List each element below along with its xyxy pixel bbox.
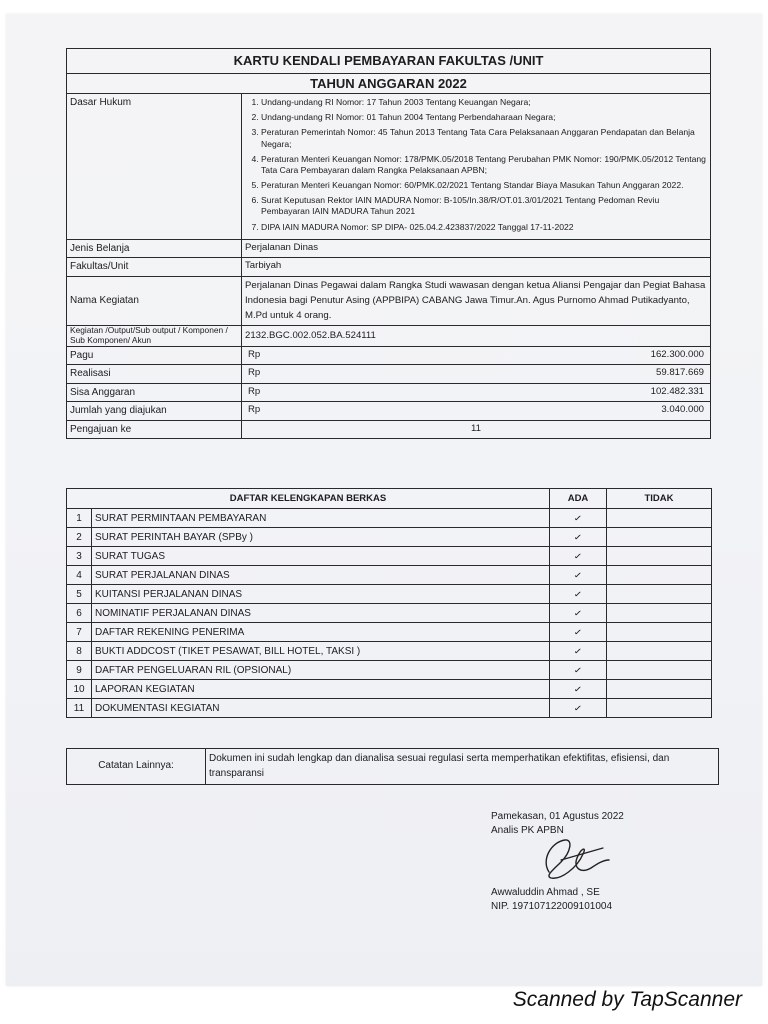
notes-text: Dokumen ini sudah lengkap dan dianalisa sesuai regulasi serta memperhatikan efektifitas, efisiensi, dan transparansi: [206, 749, 719, 785]
sisa-anggaran-value: 102.482.331: [306, 383, 711, 402]
notes-label: Catatan Lainnya:: [67, 749, 206, 785]
checklist-row: [67, 699, 712, 718]
checklist-item-name: KUITANSI PERJALANAN DINAS: [92, 585, 550, 604]
check-mark-cell: [550, 623, 607, 642]
checklist-number: 9: [67, 661, 92, 680]
card-subtitle: TAHUN ANGGARAN 2022: [67, 73, 711, 94]
currency: Rp: [242, 346, 307, 365]
check-mark-cell: [550, 661, 607, 680]
check-mark-icon: ✓: [573, 570, 583, 580]
checklist-number: 11: [67, 699, 92, 718]
check-mark-cell: [550, 585, 607, 604]
checklist-item-name: NOMINATIF PERJALANAN DINAS: [92, 604, 550, 623]
legal-basis-item: 2. Undang-undang RI Nomor: 01 Tahun 2004 Tentang Perbendaharaan Negara;: [261, 112, 707, 123]
check-mark-icon: ✓: [573, 513, 583, 523]
nama-kegiatan-value: Perjalanan Dinas Pegawai dalam Rangka Studi wawasan dengan ketua Aliansi Pengajar dan Pegiat Bahasa Indonesia bagi Penutur Asing (APPBIPA) CABANG Jawa Timur.An. Agus Purnomo Ahmad Putikadyanto, M.Pd untuk 4 orang.: [242, 276, 711, 326]
checklist-row: [67, 566, 712, 585]
tidak-cell: [607, 623, 712, 642]
checklist-item-name: SURAT PERMINTAAN PEMBAYARAN: [92, 509, 550, 528]
signer-nip: NIP. 197107122009101004: [491, 901, 613, 912]
check-mark-icon: ✓: [573, 608, 583, 618]
tidak-cell: [607, 528, 712, 547]
tidak-cell: [607, 642, 712, 661]
tidak-cell: [607, 699, 712, 718]
col-tidak-header: TIDAK: [607, 489, 712, 509]
signer-name: Awwaluddin Ahmad , SE: [491, 887, 600, 898]
check-mark-icon: ✓: [573, 551, 583, 561]
nama-kegiatan-label: Nama Kegiatan: [67, 276, 242, 326]
checklist-item-name: LAPORAN KEGIATAN: [92, 680, 550, 699]
check-mark-icon: ✓: [573, 646, 583, 656]
checklist-row: [67, 680, 712, 699]
tidak-cell: [607, 604, 712, 623]
scanner-watermark: Scanned by TapScanner: [512, 988, 742, 1011]
checklist-row: [67, 547, 712, 566]
check-mark-icon: ✓: [573, 665, 583, 675]
document-checklist: [66, 488, 712, 718]
amount-row: [67, 383, 711, 402]
checklist-number: 6: [67, 604, 92, 623]
tidak-cell: [607, 509, 712, 528]
checklist-number: 7: [67, 623, 92, 642]
checklist-row: [67, 604, 712, 623]
fakultas-label: Fakultas/Unit: [67, 258, 242, 277]
signer-role: Analis PK APBN: [491, 825, 564, 836]
pagu-label: Pagu: [67, 346, 242, 365]
legal-basis-item: 3. Peraturan Pemerintah Nomor: 45 Tahun 2013 Tentang Tata Cara Pelaksanaan Anggaran Pendapatan dan Belanja Negara;: [261, 127, 707, 149]
checklist-item-name: BUKTI ADDCOST (TIKET PESAWAT, BILL HOTEL, TAKSI ): [92, 642, 550, 661]
amount-row: [67, 402, 711, 421]
currency: Rp: [242, 402, 307, 421]
check-mark-cell: [550, 642, 607, 661]
checklist-item-name: DOKUMENTASI KEGIATAN: [92, 699, 550, 718]
check-mark-icon: ✓: [573, 589, 583, 599]
amount-row: [67, 365, 711, 384]
legal-basis-item: 4. Peraturan Menteri Keuangan Nomor: 178/PMK.05/2018 Tentang Perubahan PMK Nomor: 190/PMK.05/2012 Tentang Tata Cara Pembayaran dalam Rangka Pelaksanaan APBN;: [261, 154, 707, 176]
checklist-number: 4: [67, 566, 92, 585]
check-mark-cell: [550, 566, 607, 585]
pengajuan-label: Pengajuan ke: [67, 420, 242, 439]
kode-akun-value: 2132.BGC.002.052.BA.524111: [242, 326, 711, 346]
check-mark-cell: [550, 528, 607, 547]
checklist-item-name: DAFTAR REKENING PENERIMA: [92, 623, 550, 642]
jumlah-diajukan-label: Jumlah yang diajukan: [67, 402, 242, 421]
amount-row: [67, 346, 711, 365]
checklist-row: [67, 661, 712, 680]
col-ada-header: ADA: [550, 489, 607, 509]
dasar-hukum-label: Dasar Hukum: [67, 94, 242, 240]
checklist-item-name: SURAT PERJALANAN DINAS: [92, 566, 550, 585]
jenis-belanja-value: Perjalanan Dinas: [242, 239, 711, 258]
realisasi-value: 59.817.669: [306, 365, 711, 384]
checklist-row: [67, 585, 712, 604]
tidak-cell: [607, 566, 712, 585]
check-mark-cell: [550, 547, 607, 566]
check-mark-icon: ✓: [573, 532, 583, 542]
check-mark-icon: ✓: [573, 703, 583, 713]
checklist-number: 3: [67, 547, 92, 566]
checklist-number: 1: [67, 509, 92, 528]
checklist-row: [67, 509, 712, 528]
checklist-row: [67, 623, 712, 642]
tidak-cell: [607, 661, 712, 680]
legal-basis-item: 6. Surat Keputusan Rektor IAIN MADURA Nomor: B-105/In.38/R/OT.01.3/01/2021 Tentang Pedoman Reviu Pembayaran IAIN MADURA Tahun 2021: [261, 195, 707, 217]
checklist-number: 10: [67, 680, 92, 699]
currency: Rp: [242, 383, 307, 402]
check-mark-cell: [550, 509, 607, 528]
checklist-item-name: DAFTAR PENGELUARAN RIL (OPSIONAL): [92, 661, 550, 680]
payment-control-card: [66, 48, 711, 439]
checklist-number: 8: [67, 642, 92, 661]
currency: Rp: [242, 365, 307, 384]
checklist-number: 2: [67, 528, 92, 547]
dasar-hukum-list: [242, 94, 711, 240]
check-mark-icon: ✓: [573, 627, 583, 637]
check-mark-cell: [550, 604, 607, 623]
legal-basis-item: 5. Peraturan Menteri Keuangan Nomor: 60/PMK.02/2021 Tentang Standar Biaya Masukan Tahun Anggaran 2022.: [261, 180, 707, 191]
fakultas-value: Tarbiyah: [242, 258, 711, 277]
check-mark-cell: [550, 680, 607, 699]
place-date: Pamekasan, 01 Agustus 2022: [491, 811, 624, 822]
legal-basis-item: 1. Undang-undang RI Nomor: 17 Tahun 2003 Tentang Keuangan Negara;: [261, 97, 707, 108]
jumlah-diajukan-value: 3.040.000: [306, 402, 711, 421]
jenis-belanja-label: Jenis Belanja: [67, 239, 242, 258]
legal-basis-list: [245, 97, 707, 233]
checklist-item-name: SURAT PERINTAH BAYAR (SPBy ): [92, 528, 550, 547]
tidak-cell: [607, 547, 712, 566]
signature-block: [491, 810, 691, 914]
card-title: KARTU KENDALI PEMBAYARAN FAKULTAS /UNIT: [67, 49, 711, 74]
checklist-number: 5: [67, 585, 92, 604]
realisasi-label: Realisasi: [67, 365, 242, 384]
check-mark-icon: ✓: [573, 684, 583, 694]
checklist-row: [67, 528, 712, 547]
pengajuan-value: 11: [242, 420, 711, 439]
handwritten-signature: [531, 830, 641, 890]
legal-basis-item: 7. DIPA IAIN MADURA Nomor: SP DIPA- 025.04.2.423837/2022 Tanggal 17-11-2022: [261, 222, 707, 233]
checklist-row: [67, 642, 712, 661]
checklist-title: DAFTAR KELENGKAPAN BERKAS: [67, 489, 550, 509]
check-mark-cell: [550, 699, 607, 718]
signature-area: [491, 838, 691, 886]
tidak-cell: [607, 585, 712, 604]
pagu-value: 162.300.000: [306, 346, 711, 365]
kode-akun-label: Kegiatan /Output/Sub output / Komponen / Sub Komponen/ Akun: [67, 326, 242, 346]
notes-box: [66, 748, 719, 785]
tidak-cell: [607, 680, 712, 699]
checklist-header-row: [67, 489, 712, 509]
checklist-item-name: SURAT TUGAS: [92, 547, 550, 566]
sisa-anggaran-label: Sisa Anggaran: [67, 383, 242, 402]
